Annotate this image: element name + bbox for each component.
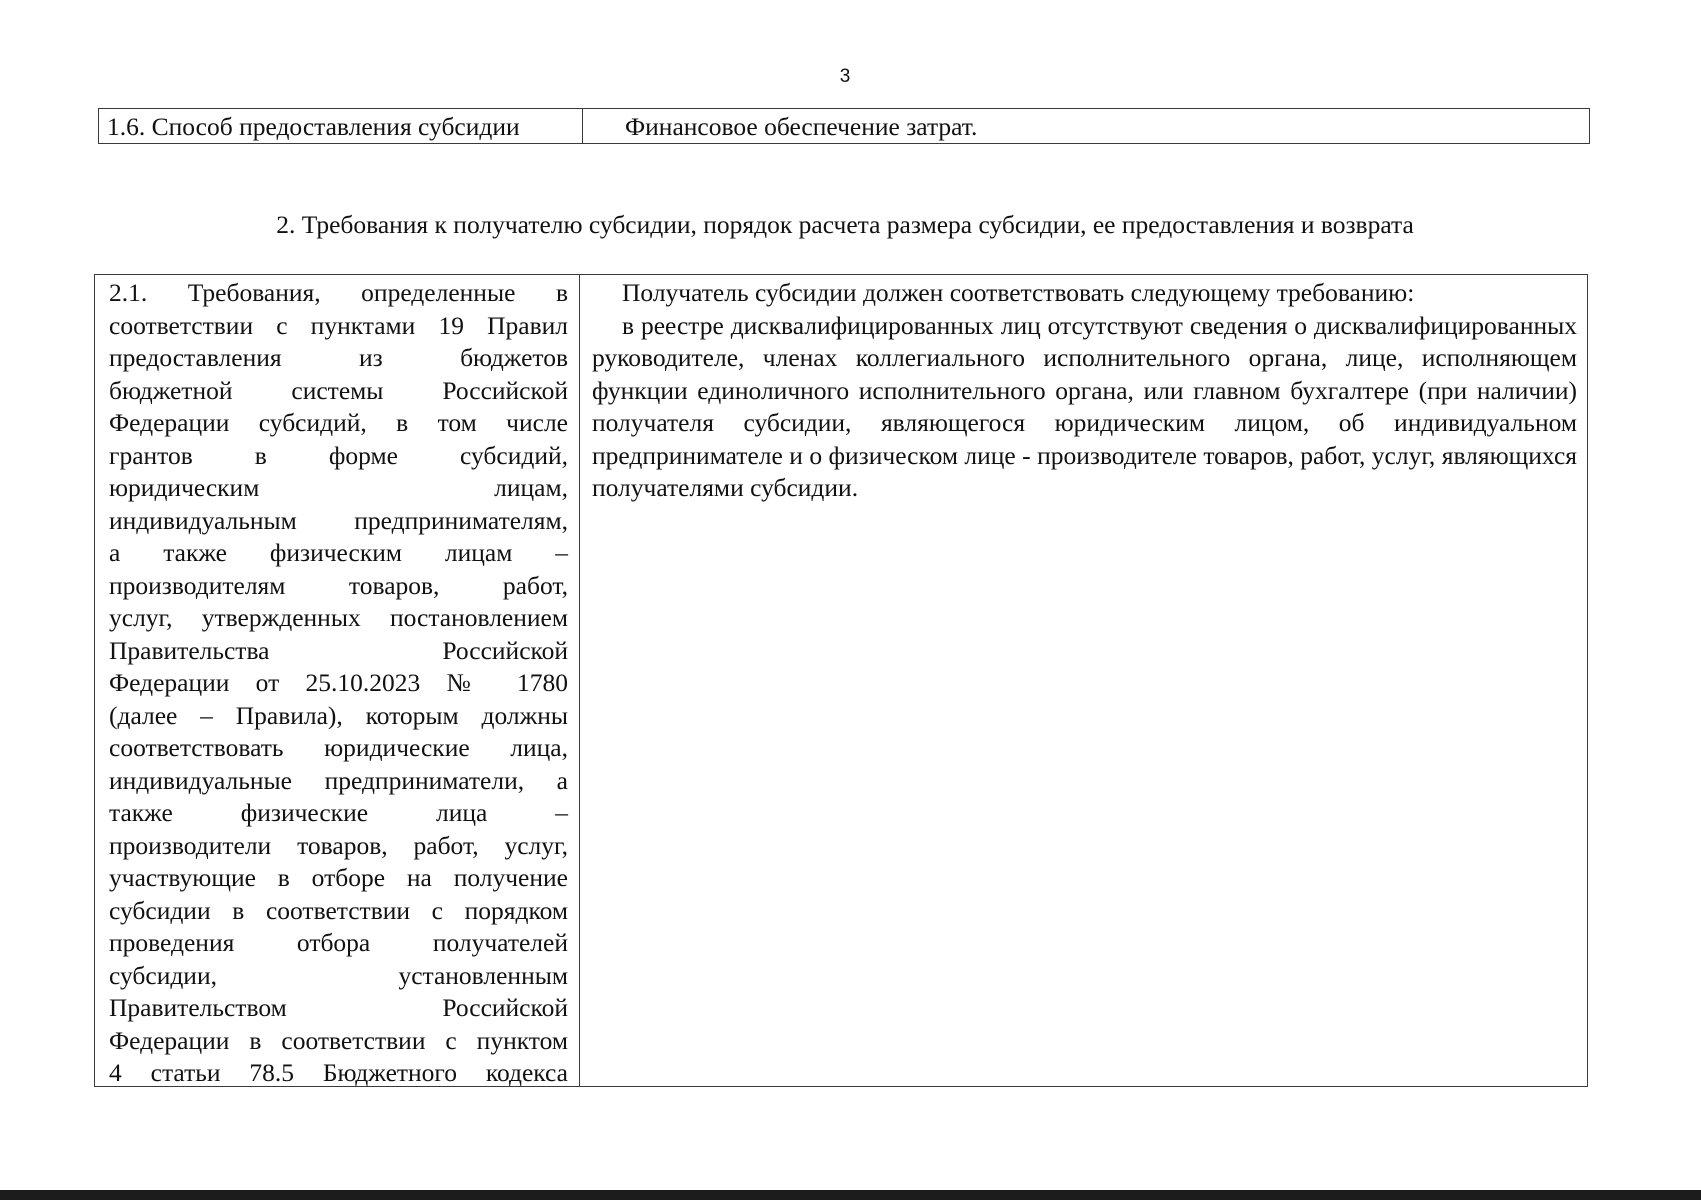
section-2-heading: 2. Требования к получателю субсидии, порядок расчета размера субсидии, ее предоставления и возврата bbox=[276, 210, 1414, 239]
criteria-line: также физические лица – bbox=[109, 798, 568, 827]
criteria-line: Федерации в соответствии с пунктом bbox=[109, 1025, 568, 1055]
criteria-line: грантов в форме субсидий, bbox=[109, 440, 568, 470]
criteria-line: соответствовать юридические лица, bbox=[109, 733, 568, 762]
criteria-line: индивидуальным предпринимателям, bbox=[109, 505, 568, 535]
requirements-table bbox=[94, 274, 1588, 1087]
requirements-description-cell bbox=[580, 275, 1587, 1086]
criteria-line: 2.1. Требования, определенные в bbox=[109, 278, 568, 307]
criteria-line: субсидии в соответствии с порядком bbox=[109, 895, 568, 925]
criteria-line: 4 статьи 78.5 Бюджетного кодекса bbox=[109, 1058, 568, 1086]
criteria-line: участвующие в отборе на получение bbox=[109, 863, 568, 892]
page-number: 3 bbox=[839, 66, 851, 87]
requirements-criteria-cell bbox=[95, 275, 580, 1086]
requirement-intro: Получатель субсидии должен соответствовать следующему требованию: bbox=[622, 278, 1415, 307]
criteria-line: производителям товаров, работ, bbox=[109, 570, 568, 600]
subsidy-method-value: Финансовое обеспечение затрат. bbox=[625, 112, 978, 141]
criteria-line: (далее – Правила), которым должны bbox=[109, 700, 568, 730]
criteria-line: Правительства Российской bbox=[109, 635, 568, 665]
criteria-line: Федерации субсидий, в том числе bbox=[109, 408, 568, 437]
criteria-line: индивидуальные предприниматели, а bbox=[109, 765, 568, 795]
criteria-line: а также физическим лицам – bbox=[109, 538, 568, 567]
criteria-line: соответствии с пунктами 19 Правил bbox=[109, 310, 568, 340]
criteria-line: услуг, утвержденных постановлением bbox=[109, 603, 568, 632]
criteria-line: субсидии, установленным bbox=[109, 960, 568, 990]
subsidy-method-table bbox=[98, 108, 1590, 144]
scan-bottom-edge bbox=[0, 1190, 1701, 1200]
criteria-line: бюджетной системы Российской bbox=[109, 375, 568, 405]
criteria-line: юридическим лицам, bbox=[109, 473, 568, 502]
criteria-line: Федерации от 25.10.2023 № 1780 bbox=[109, 668, 568, 697]
subsidy-method-label: 1.6. Способ предоставления субсидии bbox=[99, 109, 583, 143]
criteria-line: предоставления из бюджетов bbox=[109, 343, 568, 372]
criteria-line: проведения отбора получателей bbox=[109, 928, 568, 957]
requirement-body: в реестре дисквалифицированных лиц отсутствуют сведения о дисквалифицированных руководителе, членах коллегиального исполнительного органа, лице, исполняющем функции единоличного исполнительного органа, или главном бухгалтере (при наличии) получателя субсидии, являющегося юридическим лицом, об индивидуальном предпринимателе и о физическом лице - производителе товаров, работ, услуг, являющихся получателями субсидии. bbox=[592, 310, 1577, 502]
criteria-line: производители товаров, работ, услуг, bbox=[109, 830, 568, 860]
criteria-line: Правительством Российской bbox=[109, 993, 568, 1022]
